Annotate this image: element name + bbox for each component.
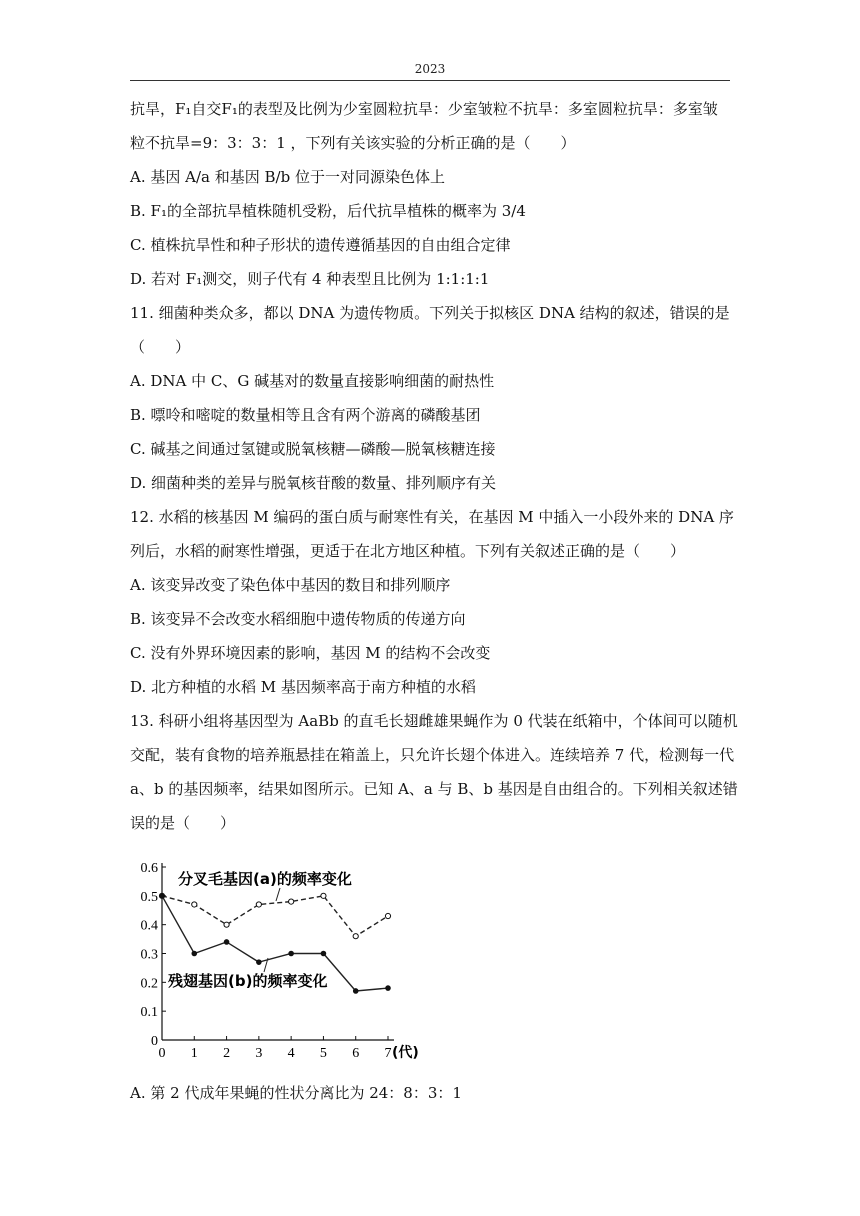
- header-year: 2023: [414, 62, 446, 76]
- text-line: C. 植株抗旱性和种子形状的遗传遵循基因的自由组合定律: [130, 236, 511, 254]
- data-point: [321, 893, 326, 898]
- text-line: （ ）: [130, 338, 191, 356]
- x-tick-label: 7: [384, 1046, 392, 1060]
- option-a-13: A. 第 2 代成年果蝇的性状分离比为 24：8：3：1: [130, 1084, 462, 1102]
- text-line: B. 该变异不会改变水稻细胞中遗传物质的传递方向: [130, 610, 466, 628]
- text-line: A. 基因 A/a 和基因 B/b 位于一对同源染色体上: [130, 168, 445, 186]
- x-tick-label: 4: [287, 1046, 295, 1060]
- text-line: D. 细菌种类的差异与脱氧核苷酸的数量、排列顺序有关: [130, 474, 497, 492]
- question-text: [130, 92, 738, 840]
- data-point: [192, 902, 197, 907]
- text-line: 交配，装有食物的培养瓶悬挂在箱盖上，只允许长翅个体进入。连续培养 7 代，检测每一代: [130, 746, 735, 764]
- text-line: 13. 科研小组将基因型为 AaBb 的直毛长翅雌雄果蝇作为 0 代装在纸箱中，个体间可以随机: [130, 712, 738, 730]
- y-tick-label: 0.2: [140, 976, 158, 992]
- text-line: C. 碱基之间通过氢键或脱氧核糖—磷酸—脱氧核糖连接: [130, 440, 496, 458]
- text-line: D. 北方种植的水稻 M 基因频率高于南方种植的水稻: [130, 678, 476, 696]
- data-point: [385, 913, 390, 918]
- y-tick-label: 0.4: [140, 918, 158, 934]
- data-point: [192, 951, 197, 956]
- y-tick-label: 0: [151, 1034, 158, 1049]
- data-point: [353, 989, 358, 994]
- x-tick-label: 5: [319, 1046, 327, 1060]
- leader-line-a: [276, 888, 280, 901]
- data-point: [256, 902, 261, 907]
- x-tick-label: 6: [352, 1046, 360, 1060]
- text-line: C. 没有外界环境因素的影响，基因 M 的结构不会改变: [130, 644, 491, 662]
- x-tick-label: 0: [158, 1046, 166, 1060]
- data-point: [257, 960, 262, 965]
- x-tick-label: 1: [190, 1046, 198, 1060]
- text-line: B. 嘌呤和嘧啶的数量相等且含有两个游离的磷酸基团: [130, 406, 481, 424]
- y-tick-label: 0.5: [140, 889, 158, 905]
- data-point: [353, 934, 358, 939]
- header-rule: [130, 80, 730, 81]
- data-point: [321, 951, 326, 956]
- text-line: 抗旱，F₁自交F₁的表型及比例为少室圆粒抗旱：少室皱粒不抗旱：多室圆粒抗旱：多室皱: [130, 100, 718, 118]
- gene-frequency-chart: [130, 855, 430, 1060]
- series-label-b: 残翅基因(b)的频率变化: [168, 972, 328, 990]
- data-point: [386, 986, 391, 991]
- x-tick-label: 3: [255, 1046, 263, 1060]
- data-point: [224, 940, 229, 945]
- text-line: B. F₁的全部抗旱植株随机受粉，后代抗旱植株的概率为 3/4: [130, 202, 526, 220]
- text-line: A. DNA 中 C、G 碱基对的数量直接影响细菌的耐热性: [130, 372, 495, 390]
- text-line: 误的是（ ）: [130, 814, 236, 832]
- x-axis-label: (代): [392, 1045, 419, 1060]
- text-line: D. 若对 F₁测交，则子代有 4 种表型且比例为 1:1:1:1: [130, 270, 490, 288]
- data-point: [289, 951, 294, 956]
- y-tick-label: 0.1: [140, 1005, 158, 1021]
- text-line: 12. 水稻的核基因 M 编码的蛋白质与耐寒性有关，在基因 M 中插入一小段外来的 DNA 序: [130, 508, 734, 526]
- data-point: [160, 894, 165, 899]
- data-point: [289, 899, 294, 904]
- text-line: a、b 的基因频率，结果如图所示。已知 A、a 与 B、b 基因是自由组合的。下列相关叙述错: [130, 780, 738, 798]
- y-tick-label: 0.6: [140, 861, 158, 876]
- text-line: 粒不抗旱=9：3：3：1 ，下列有关该实验的分析正确的是（ ）: [130, 134, 576, 152]
- series-label-a: 分叉毛基因(a)的频率变化: [178, 870, 352, 888]
- x-tick-label: 2: [223, 1046, 231, 1060]
- data-point: [224, 922, 229, 927]
- text-line: A. 该变异改变了染色体中基因的数目和排列顺序: [130, 576, 451, 594]
- text-line: 11. 细菌种类众多，都以 DNA 为遗传物质。下列关于拟核区 DNA 结构的叙述，错误的是: [130, 304, 730, 322]
- y-tick-label: 0.3: [140, 947, 158, 963]
- text-line: 列后，水稻的耐寒性增强，更适于在北方地区种植。下列有关叙述正确的是（ ）: [130, 542, 686, 560]
